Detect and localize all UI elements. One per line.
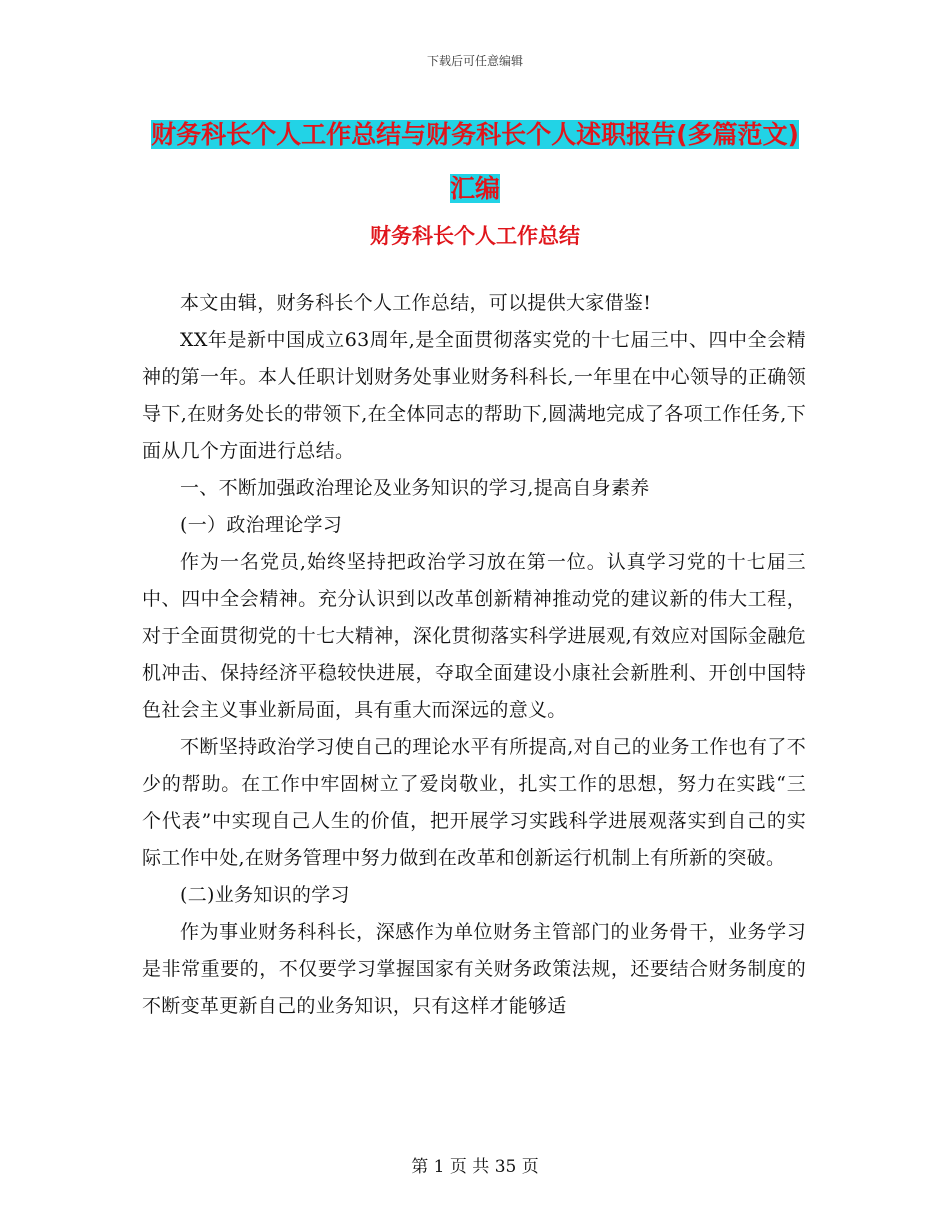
header-note: 下载后可任意编辑 [426, 54, 523, 68]
document-title [140, 108, 810, 216]
section-title: 财务科长个人工作总结 [370, 224, 580, 248]
paragraph: 不断坚持政治学习使自己的理论水平有所提高,对自己的业务工作也有了不少的帮助。在工作中牢固树立了爱岗敬业，扎实工作的思想，努力在实践“三个代表”中实现自己人生的价值，把开展学习实践科学进展观落实到自己的实际工作中处,在财务管理中努力做到在改革和创新运行机制上有所新的突破。 [142, 736, 806, 869]
document-body [142, 285, 806, 1025]
document-title-text: 财务科长个人工作总结与财务科长个人述职报告(多篇范文)汇编 [151, 120, 799, 203]
paragraph: 作为事业财务科科长，深感作为单位财务主管部门的业务骨干，业务学习是非常重要的，不仅要学习掌握国家有关财务政策法规，还要结合财务制度的不断变革更新自己的业务知识，只有这样才能够适 [142, 921, 806, 1017]
paragraph: 本文由辑，财务科长个人工作总结，可以提供大家借鉴! [180, 292, 652, 314]
paragraph: XX年是新中国成立63周年,是全面贯彻落实党的十七届三中、四中全会精神的第一年。本人任职计划财务处事业财务科科长,一年里在中心领导的正确领导下,在财务处长的带领下,在全体同志的帮助下,圆满地完成了各项工作任务,下面从几个方面进行总结。 [142, 329, 806, 462]
page-footer: 第 1 页 共 35 页 [411, 1157, 539, 1177]
paragraph: (二)业务知识的学习 [180, 884, 350, 906]
paragraph: (一）政治理论学习 [180, 514, 343, 536]
paragraph: 一、不断加强政治理论及业务知识的学习,提高自身素养 [180, 477, 650, 499]
paragraph: 作为一名党员,始终坚持把政治学习放在第一位。认真学习党的十七届三中、四中全会精神。充分认识到以改革创新精神推动党的建议新的伟大工程，对于全面贯彻党的十七大精神，深化贯彻落实科学进展观,有效应对国际金融危机冲击、保持经济平稳较快进展，夺取全面建设小康社会新胜利、开创中国特色社会主义事业新局面，具有重大而深远的意义。 [142, 551, 806, 721]
